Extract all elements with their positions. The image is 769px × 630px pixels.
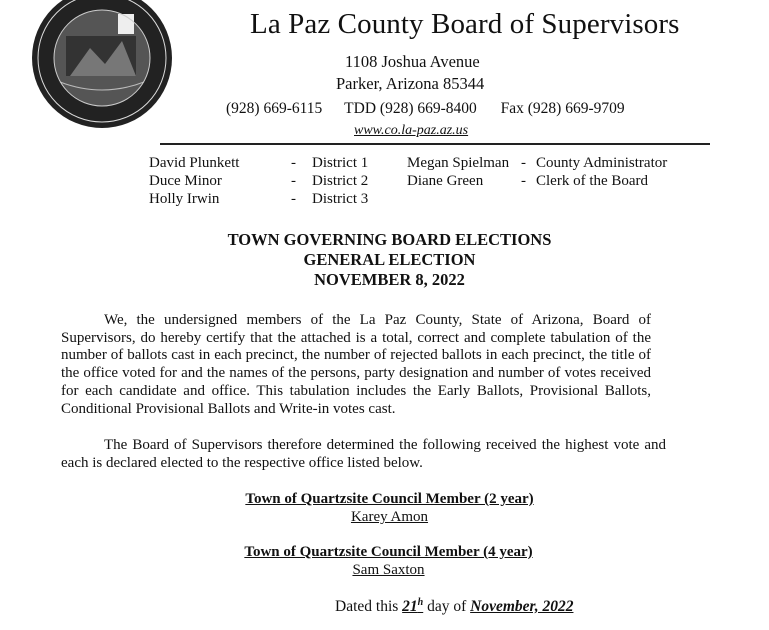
official-name: Duce Minor [149,173,222,189]
day-number: 21 [402,598,418,616]
tdd-number: TDD (928) 669-8400 [344,100,477,117]
declaration-paragraph: The Board of Supervisors therefore determined the following received the highest vote and each is declared elected to the respective office listed below. [61,437,666,471]
heading-line-1: TOWN GOVERNING BOARD ELECTIONS [227,230,552,249]
office-title: Town of Quartzsite Council Member (4 year) [244,544,533,560]
supervisors-list [149,154,389,208]
dated-middle: day of [427,598,467,616]
official-district: District 1 [312,155,369,171]
official-role: Clerk of the Board [536,173,649,189]
staff-list [407,154,707,190]
official-district: District 2 [312,173,369,189]
fax-number: Fax (928) 669-9709 [500,100,625,117]
office-title: Town of Quartzsite Council Member (2 year) [245,491,534,507]
official-row [149,172,389,190]
office-result [0,543,769,579]
official-row [149,154,389,172]
dash: - [291,155,296,171]
official-name: Holly Irwin [149,191,220,207]
dated-month-year: November, 2022 [470,598,574,616]
phone-number: (928) 669-6115 [226,100,323,117]
website-link[interactable]: www.co.la-paz.az.us [354,123,469,138]
dated-line [335,597,573,616]
contact-line [226,100,625,118]
board-title: La Paz County Board of Supervisors [250,8,680,40]
heading-line-3: NOVEMBER 8, 2022 [314,270,465,289]
header-divider [160,143,710,145]
official-role: County Administrator [536,155,668,171]
official-name: Megan Spielman [407,155,510,171]
dash: - [521,173,526,189]
official-row [407,154,707,172]
address-line-2: Parker, Arizona 85344 [336,74,485,93]
dash: - [521,155,526,171]
county-seal [30,0,174,130]
address-line-1: 1108 Joshua Avenue [345,52,480,71]
official-row [149,190,389,208]
dash: - [291,191,296,207]
document-heading [0,230,769,290]
official-name: David Plunkett [149,155,240,171]
winner-name: Karey Amon [350,509,429,525]
official-district: District 3 [312,191,369,207]
office-result [0,490,769,526]
certification-paragraph: We, the undersigned members of the La Paz County, State of Arizona, Board of Supervisors, do hereby certify that the attached is a total, correct and complete tabulation of the number of ballots cast in each precinct, the number of rejected ballots in each precinct, the title of the office voted for and the names of the persons, party designation and number of votes received for each candidate and office. This tabulation includes the Early Ballots, Provisional Ballots, Conditional Provisional Ballots and Write-in votes cast. [61,312,651,417]
dated-day [402,598,423,615]
day-suffix: h [417,597,424,608]
heading-line-2: GENERAL ELECTION [303,250,476,269]
winner-name: Sam Saxton [352,562,425,578]
official-row [407,172,707,190]
dash: - [291,173,296,189]
official-name: Diane Green [407,173,484,189]
dated-prefix: Dated this [335,598,399,616]
